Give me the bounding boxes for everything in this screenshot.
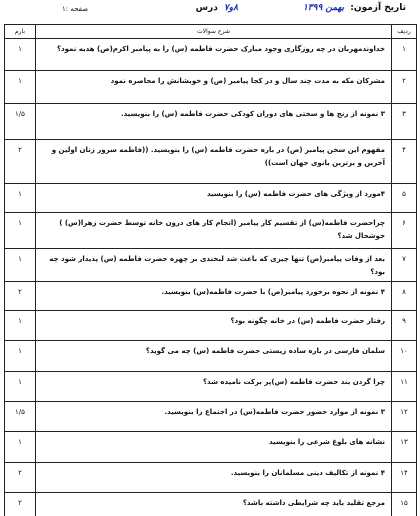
table-row <box>5 463 417 493</box>
table-row <box>5 372 417 402</box>
question-score: ۲ <box>5 282 36 311</box>
question-text: ۴مورد از ویژگی های حضرت فاطمه (س) را بنویسید <box>36 184 392 213</box>
question-score: ۱ <box>5 311 36 341</box>
question-text: ۳ نمونه از موارد حضور حضرت فاطمه(س) در اجتماع را بنویسید. <box>36 402 392 432</box>
row-number: ۲ <box>392 71 417 104</box>
row-number: ۱۵ <box>392 493 417 516</box>
row-number: ۳ <box>392 104 417 140</box>
question-text: ۳ نمونه از رنج ها و سختی های دوران کودکی حضرت فاطمه (س) را بنویسید. <box>36 104 392 140</box>
question-text: چراحضرت فاطمه(س) از تقسیم کار پیامبر (انجام کار های درون خانه توسط حضرت زهرا(س) ) خوشحال شد؟ <box>36 213 392 249</box>
column-header-row-number: ردیف <box>392 25 417 39</box>
question-text: نشانه های بلوغ شرعی را بنویسید <box>36 432 392 463</box>
question-score: ۱ <box>5 213 36 249</box>
exam-header <box>0 0 420 24</box>
question-text: ۴ نمونه از تکالیف دینی مسلمانان را بنویسید. <box>36 463 392 493</box>
row-number: ۷ <box>392 249 417 282</box>
question-score: ۱ <box>5 71 36 104</box>
question-score: ۲ <box>5 493 36 516</box>
date-label: تاریخ آزمون: <box>350 3 406 13</box>
row-number: ۱۲ <box>392 402 417 432</box>
question-text: مشرکان مکه به مدت چند سال و در کجا پیامبر (ص) و خویشانش را محاصره نمود <box>36 71 392 104</box>
question-text: مرجع تقلید باید چه شرایطی داشته باشد؟ <box>36 493 392 516</box>
column-header-score: بارم <box>5 25 36 39</box>
exam-date <box>303 3 406 13</box>
page-number: صفحه :۱ <box>62 5 89 13</box>
question-text: رفتار حضرت فاطمه (س) در خانه چگونه بود؟ <box>36 311 392 341</box>
column-header-questions: شرح سوالات <box>36 25 392 39</box>
question-text: سلمان فارسی در باره ساده زیستی حضرت فاطمه (س) چه می گوید؟ <box>36 341 392 372</box>
table-row <box>5 104 417 140</box>
table-row <box>5 71 417 104</box>
table-row <box>5 213 417 249</box>
row-number: ۶ <box>392 213 417 249</box>
question-score: ۱ <box>5 372 36 402</box>
table-header-row <box>5 25 417 39</box>
row-number: ۱۱ <box>392 372 417 402</box>
row-number: ۱۳ <box>392 432 417 463</box>
table-row <box>5 184 417 213</box>
question-score: ۱ <box>5 249 36 282</box>
question-text: مفهوم این سخن پیامبر (ص) در باره حضرت فاطمه (س) را بنویسید. ((فاطمه سرور زنان اولین و آخرین و برترین بانوی جهان است)) <box>36 140 392 184</box>
questions-table <box>4 24 417 516</box>
question-score: ۱ <box>5 432 36 463</box>
row-number: ۱ <box>392 39 417 71</box>
row-number: ۱۴ <box>392 463 417 493</box>
question-text: ۴ نمونه از نحوه برخورد پیامبر(ص) با حضرت فاطمه(س) بنویسید. <box>36 282 392 311</box>
table-row <box>5 39 417 71</box>
question-score: ۲ <box>5 463 36 493</box>
table-row <box>5 311 417 341</box>
row-number: ۵ <box>392 184 417 213</box>
question-text: چرا گردن بند حضرت فاطمه (س)پر برکت نامیده شد؟ <box>36 372 392 402</box>
lesson-label: درس <box>195 3 218 13</box>
row-number: ۱۰ <box>392 341 417 372</box>
table-row <box>5 341 417 372</box>
question-score: ۱/۵ <box>5 104 36 140</box>
question-score: ۱ <box>5 184 36 213</box>
table-row <box>5 282 417 311</box>
question-score: ۱/۵ <box>5 402 36 432</box>
lesson-info <box>196 3 238 13</box>
lesson-value: ۸و۷ <box>223 3 238 13</box>
question-text: بعد از وفات پیامبر(ص) تنها چیزی که باعث شد لبخندی بر چهره حضرت فاطمه (س) پدیدار شود چه بود؟ <box>36 249 392 282</box>
table-row <box>5 493 417 516</box>
question-text: خداوندمهربان در چه روزگاری وجود مبارک حضرت فاطمه (س) را به پیامبر اکرم(ص) هدیه نمود؟ <box>36 39 392 71</box>
question-score: ۱ <box>5 39 36 71</box>
row-number: ۴ <box>392 140 417 184</box>
table-row <box>5 249 417 282</box>
question-score: ۱ <box>5 341 36 372</box>
row-number: ۸ <box>392 282 417 311</box>
question-score: ۲ <box>5 140 36 184</box>
date-value: بهمن ۱۳۹۹ <box>302 3 345 13</box>
table-row <box>5 402 417 432</box>
row-number: ۹ <box>392 311 417 341</box>
table-row <box>5 432 417 463</box>
table-row <box>5 140 417 184</box>
